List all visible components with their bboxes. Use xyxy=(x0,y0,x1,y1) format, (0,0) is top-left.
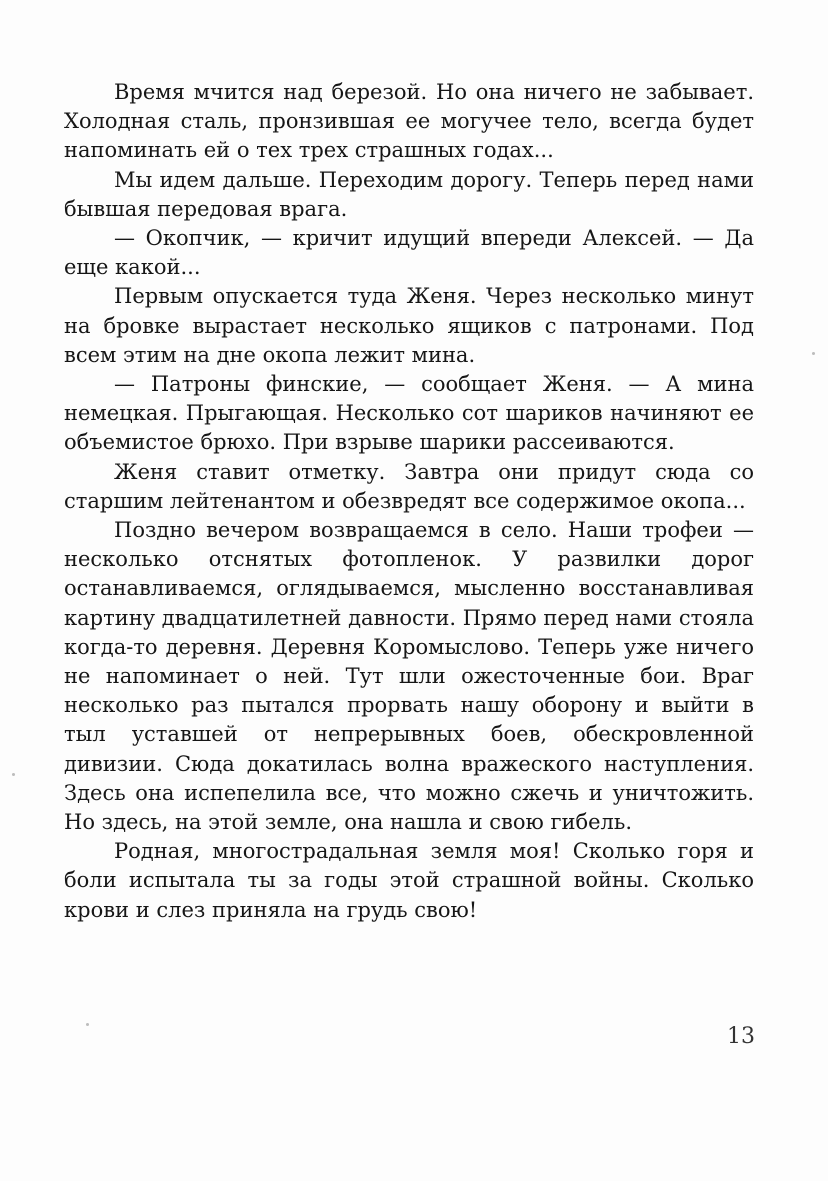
paragraph-8: Родная, многострадальная земля моя! Сколько горя и боли испытала ты за годы этой страшной войны. Сколько крови и слез приняла на грудь свою! xyxy=(64,839,754,922)
paragraph-2: Мы идем дальше. Переходим дорогу. Теперь перед нами бывшая передовая врага. xyxy=(64,167,754,221)
scan-speck xyxy=(12,773,15,776)
paragraph-1: Время мчится над березой. Но она ничего не забывает. Холодная сталь, пронзившая ее могучее тело, всегда будет напоминать ей о тех трех страшных годах... xyxy=(64,80,754,163)
scan-speck xyxy=(812,352,815,355)
paragraph-3: — Окопчик, — кричит идущий впереди Алексей. — Да еще какой... xyxy=(64,226,754,280)
paragraph-7: Поздно вечером возвращаемся в село. Наши трофеи — несколько отснятых фотопленок. У развилки дорог останавливаемся, оглядываемся, мысленно восстанавливая картину двадцатилетней давности. Прямо перед нами стояла когда-то деревня. Деревня Коромыслово. Теперь уже ничего не напоминает о ней. Тут шли ожесточенные бои. Враг несколько раз пытался прорвать нашу оборону и выйти в тыл уставшей от непрерывных боев, обескровленной дивизии. Сюда докатилась волна вражеского наступления. Здесь она испепелила все, что можно сжечь и уничтожить. Но здесь, на этой земле, она нашла и свою гибель. xyxy=(64,518,754,835)
scan-speck xyxy=(86,1023,89,1026)
page-number: 13 xyxy=(727,1024,755,1049)
paragraph-4: Первым опускается туда Женя. Через несколько минут на бровке вырастает несколько ящиков с патронами. Под всем этим на дне окопа лежит мина. xyxy=(64,284,754,367)
body-text xyxy=(64,78,754,925)
paragraph-5: — Патроны финские, — сообщает Женя. — А мина немецкая. Прыгающая. Несколько сот шариков начиняют ее объемистое брюхо. При взрыве шарики рассеиваются. xyxy=(64,372,754,455)
paragraph-6: Женя ставит отметку. Завтра они придут сюда со старшим лейтенантом и обезвредят все содержимое окопа... xyxy=(64,459,754,513)
